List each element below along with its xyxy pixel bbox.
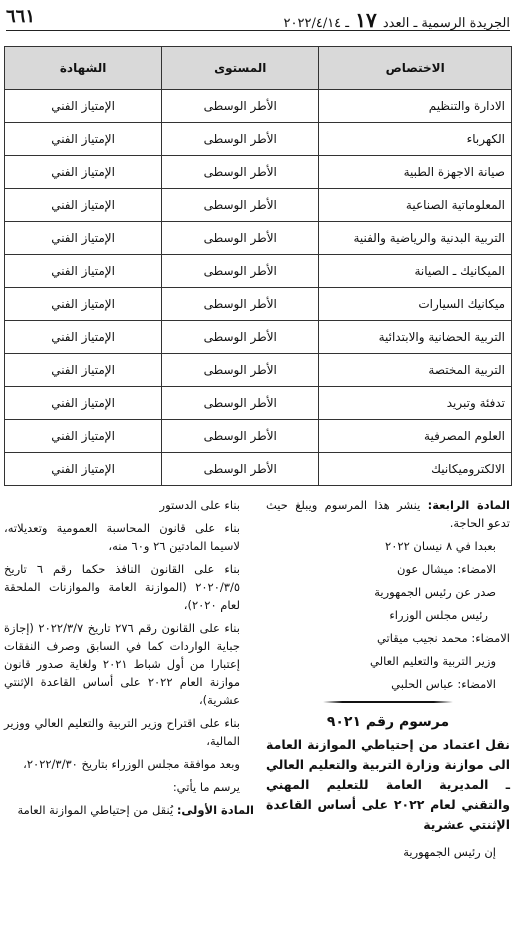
article-text: ينشر هذا المرسوم ويبلغ حيث تدعو الحاجة. bbox=[266, 498, 510, 530]
paragraph: بناء على القانون رقم ٢٧٦ تاريخ ٢٠٢٢/٣/٧ (إجازة جباية الواردات كما في السابق وصرف النفقات إعتبارا من أول شباط ٢٠٢١ ولغاية صدور قانون موازنة العام ٢٠٢٢ على أساس القاعدة الإثنتي عشرية)، bbox=[4, 621, 240, 707]
cell-specialty: الادارة والتنظيم bbox=[319, 90, 512, 123]
cell-certificate: الإمتياز الفني bbox=[5, 288, 162, 321]
cell-certificate: الإمتياز الفني bbox=[5, 321, 162, 354]
page-header bbox=[6, 8, 510, 31]
article-text: يُنقل من إحتياطي الموازنة العامة bbox=[17, 803, 174, 817]
cell-certificate: الإمتياز الفني bbox=[5, 222, 162, 255]
pm-title: رئيس مجلس الوزراء bbox=[389, 608, 488, 622]
page-number: ٦٦١ bbox=[6, 6, 36, 27]
cell-certificate: الإمتياز الفني bbox=[5, 156, 162, 189]
cell-specialty: الالكتروميكانيك bbox=[319, 453, 512, 486]
table-row bbox=[5, 387, 512, 420]
table-header-row bbox=[5, 47, 512, 90]
cell-level: الأطر الوسطى bbox=[162, 156, 319, 189]
cell-certificate: الإمتياز الفني bbox=[5, 90, 162, 123]
article-1 bbox=[4, 801, 254, 819]
table-row bbox=[5, 156, 512, 189]
issued-by: صدر عن رئيس الجمهورية bbox=[374, 585, 496, 599]
column-header-specialty: الاختصاص bbox=[319, 47, 512, 90]
cell-level: الأطر الوسطى bbox=[162, 222, 319, 255]
paragraph: بناء على الدستور bbox=[159, 498, 240, 512]
article-4 bbox=[266, 496, 510, 532]
paragraph: وبعد موافقة مجلس الوزراء بتاريخ ٢٠٢٢/٣/٣٠، bbox=[23, 757, 240, 771]
table-row bbox=[5, 222, 512, 255]
cell-certificate: الإمتياز الفني bbox=[5, 387, 162, 420]
cell-level: الأطر الوسطى bbox=[162, 90, 319, 123]
cell-specialty: التربية المختصة bbox=[319, 354, 512, 387]
column-header-certificate: الشهادة bbox=[5, 47, 162, 90]
section-divider bbox=[323, 699, 453, 705]
cell-specialty: التربية البدنية والرياضية والفنية bbox=[319, 222, 512, 255]
cell-specialty: التربية الحضانية والابتدائية bbox=[319, 321, 512, 354]
cell-level: الأطر الوسطى bbox=[162, 354, 319, 387]
column-header-level: المستوى bbox=[162, 47, 319, 90]
article-label: المادة الرابعة: bbox=[427, 498, 510, 512]
cell-certificate: الإمتياز الفني bbox=[5, 123, 162, 156]
cell-level: الأطر الوسطى bbox=[162, 288, 319, 321]
cell-certificate: الإمتياز الفني bbox=[5, 453, 162, 486]
cell-certificate: الإمتياز الفني bbox=[5, 354, 162, 387]
cell-specialty: الميكانيك ـ الصيانة bbox=[319, 255, 512, 288]
gazette-title bbox=[284, 8, 510, 32]
table-row bbox=[5, 288, 512, 321]
cell-certificate: الإمتياز الفني bbox=[5, 420, 162, 453]
signature-minister: الامضاء: عباس الحلبي bbox=[391, 677, 496, 691]
cell-level: الأطر الوسطى bbox=[162, 255, 319, 288]
paragraph: بناء على اقتراح وزير التربية والتعليم العالي ووزير المالية، bbox=[4, 716, 240, 748]
signature-pm: الامضاء: محمد نجيب ميقاتي bbox=[376, 631, 510, 645]
table-row bbox=[5, 420, 512, 453]
paragraph: بناء على قانون المحاسبة العمومية وتعديلاته، لاسيما المادتين ٢٦ و٦٠ منه، bbox=[4, 521, 240, 553]
date-line: بعبدا في ٨ نيسان ٢٠٢٢ bbox=[385, 539, 496, 553]
cell-specialty: العلوم المصرفية bbox=[319, 420, 512, 453]
specialties-table bbox=[4, 46, 512, 486]
table-row bbox=[5, 90, 512, 123]
cell-specialty: المعلوماتية الصناعية bbox=[319, 189, 512, 222]
issue-number: ١٧ bbox=[355, 8, 377, 32]
table-row bbox=[5, 453, 512, 486]
cell-level: الأطر الوسطى bbox=[162, 321, 319, 354]
cell-specialty: الكهرباء bbox=[319, 123, 512, 156]
right-column bbox=[266, 496, 510, 866]
table-row bbox=[5, 354, 512, 387]
cell-level: الأطر الوسطى bbox=[162, 453, 319, 486]
issue-date: ـ ٢٠٢٢/٤/١٤ bbox=[283, 16, 350, 31]
article-label: المادة الأولى: bbox=[176, 803, 254, 817]
decree-title: نقل اعتماد من إحتياطي الموازنة العامة الى موازنة وزارة التربية والتعليم العالي ـ المديرية العامة للتعليم المهني والتقني لعام ٢٠٢٢ على أساس القاعدة الإثنتي عشرية bbox=[266, 737, 511, 832]
cell-specialty: ميكانيك السيارات bbox=[319, 288, 512, 321]
cell-level: الأطر الوسطى bbox=[162, 189, 319, 222]
table-row bbox=[5, 123, 512, 156]
president-line: إن رئيس الجمهورية bbox=[403, 845, 496, 859]
left-column bbox=[4, 496, 254, 824]
paragraph: بناء على القانون النافذ حكما رقم ٦ تاريخ ٢٠٢٠/٣/٥ (الموازنة العامة والموازنات الملحقة لعام ٢٠٢٠)، bbox=[4, 562, 240, 612]
signature-president: الامضاء: ميشال عون bbox=[397, 562, 496, 576]
table-row bbox=[5, 321, 512, 354]
minister-title: وزير التربية والتعليم العالي bbox=[369, 654, 496, 668]
table-row bbox=[5, 189, 512, 222]
cell-level: الأطر الوسطى bbox=[162, 420, 319, 453]
gazette-name: الجريدة الرسمية ـ العدد bbox=[382, 16, 510, 31]
cell-specialty: تدفئة وتبريد bbox=[319, 387, 512, 420]
cell-certificate: الإمتياز الفني bbox=[5, 189, 162, 222]
cell-certificate: الإمتياز الفني bbox=[5, 255, 162, 288]
paragraph: يرسم ما يأتي: bbox=[172, 780, 240, 794]
cell-specialty: صيانة الاجهزة الطبية bbox=[319, 156, 512, 189]
cell-level: الأطر الوسطى bbox=[162, 123, 319, 156]
cell-level: الأطر الوسطى bbox=[162, 387, 319, 420]
table-row bbox=[5, 255, 512, 288]
decree-number: مرسوم رقم ٩٠٢١ bbox=[326, 714, 450, 730]
